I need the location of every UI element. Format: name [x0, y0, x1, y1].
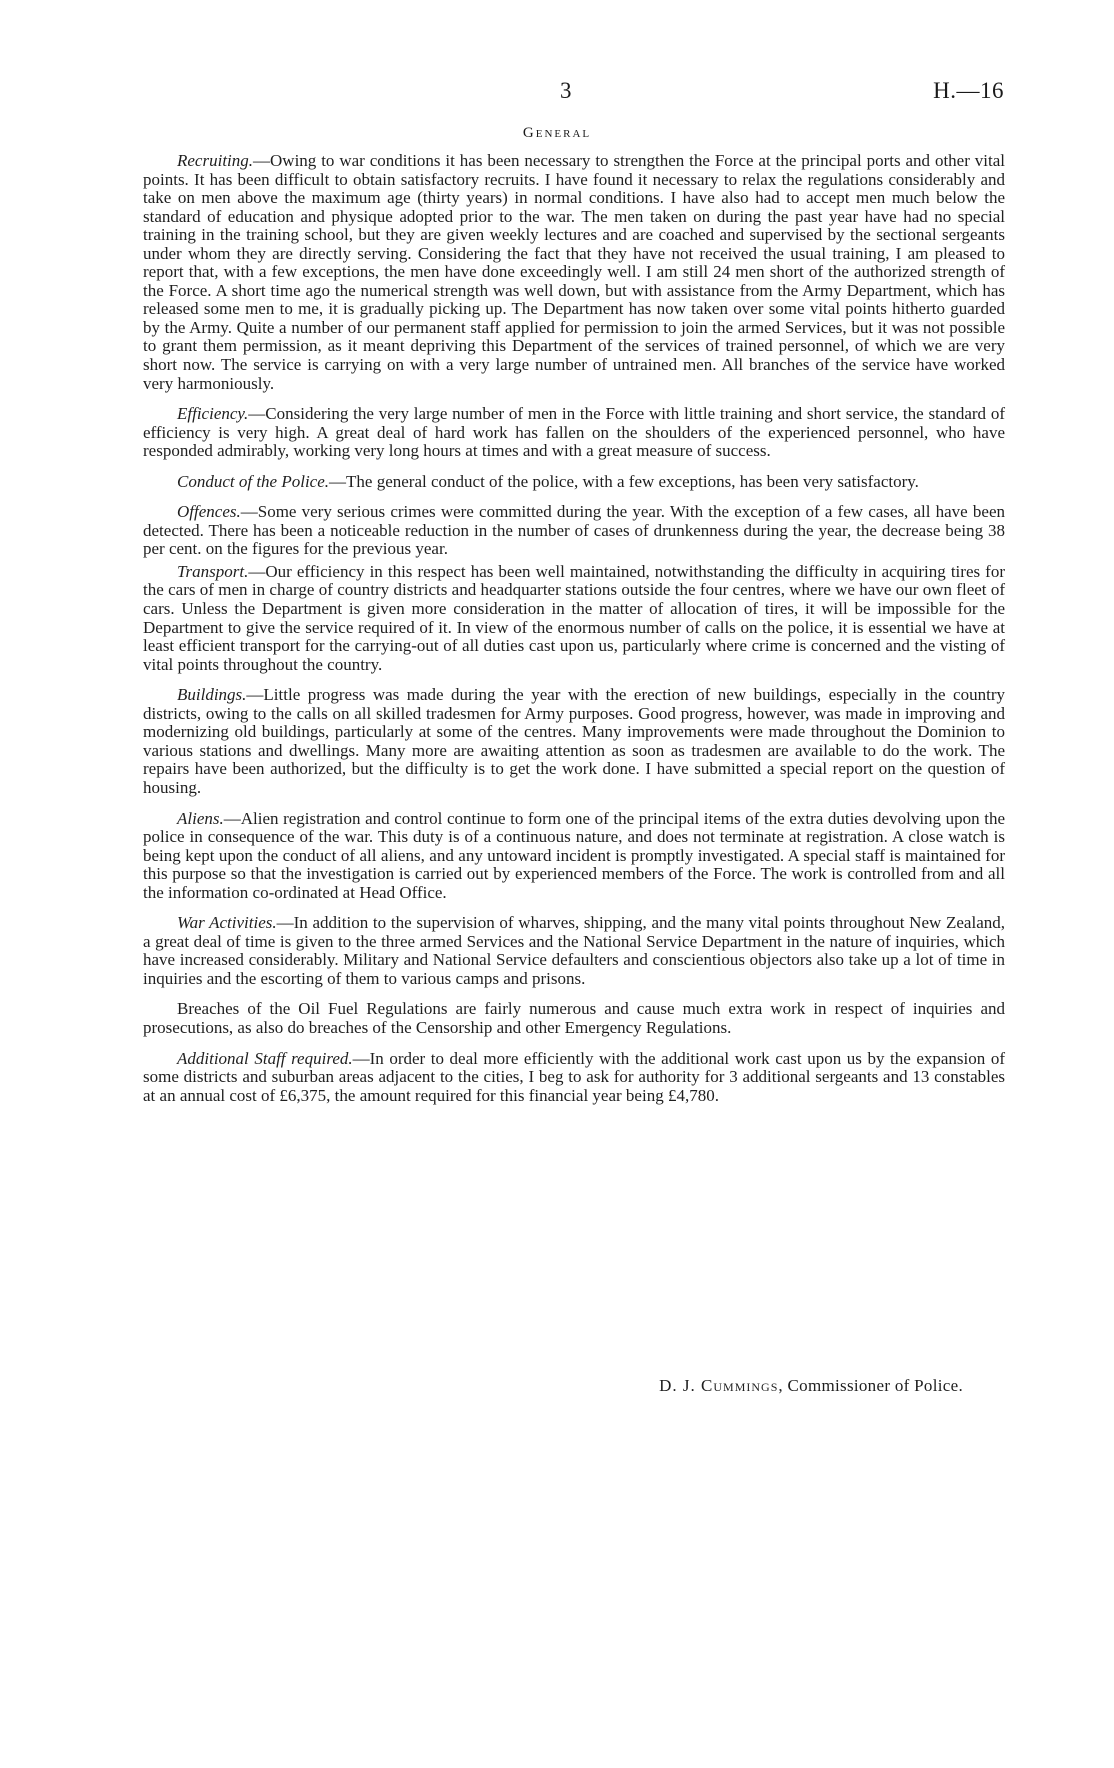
paragraph-text: —The general conduct of the police, with a few exceptions, has been very satisfactory. — [329, 471, 919, 491]
paragraph-oil-fuel — [143, 1000, 1005, 1037]
report-body — [143, 152, 1005, 1117]
paragraph-heading: War Activities. — [177, 913, 277, 933]
signature-separator: , — [778, 1376, 788, 1395]
paragraph-buildings — [143, 686, 1005, 797]
paragraph-heading: Offences. — [177, 502, 241, 522]
paragraph-conduct — [143, 473, 1005, 492]
paragraph-aliens — [143, 810, 1005, 903]
paragraph-efficiency — [143, 405, 1005, 461]
paragraph-text: —Considering the very large number of men in the Force with little training and short service, the standard of efficiency is very high. A great deal of hard work has fallen on the shoulders of the experienced personnel, who have responded admirably, working very long hours at times and with a great measure of success. — [143, 404, 1005, 461]
paragraph-text: Breaches of the Oil Fuel Regulations are fairly numerous and cause much extra work in respect of inquiries and prosecutions, as also do breaches of the Censorship and other Emergency Regulations. — [143, 999, 1005, 1037]
paragraph-heading: Conduct of the Police. — [177, 471, 330, 491]
paragraph-text: —Some very serious crimes were committed during the year. With the exception of a few cases, all have been detected. There has been a noticeable reduction in the number of cases of drunkenness during the year, the decrease being 38 per cent. on the figures for the previous year. — [143, 502, 1005, 559]
paragraph-war-activities — [143, 914, 1005, 988]
paragraph-heading: Additional Staff required. — [177, 1048, 353, 1068]
paragraph-text: —In addition to the supervision of wharves, shipping, and the many vital points throughout New Zealand, a great deal of time is given to the three armed Services and the National Service Department in the nature of inquiries, which have increased considerably. Military and National Service defaulters and conscientious objectors also take up a lot of time in inquiries and the escorting of them to various camps and prisons. — [143, 913, 1005, 988]
paragraph-additional-staff — [143, 1050, 1005, 1106]
paragraph-heading: Buildings. — [177, 685, 247, 705]
paragraph-heading: Aliens. — [177, 808, 224, 828]
paragraph-heading: Transport. — [177, 561, 249, 581]
signatory-title: Commissioner of Police. — [787, 1376, 963, 1395]
section-heading: General — [522, 125, 592, 141]
paragraph-offences — [143, 503, 1005, 559]
paragraph-text: —Owing to war conditions it has been necessary to strengthen the Force at the principal ports and other vital points. It has been difficult to obtain satisfactory recruits. I have found it necessary to relax the regulations considerably and take on men above the maximum age (thirty years) in normal conditions. I have also had to accept men much below the standard of education and physique adopted prior to the war. The men taken on during the past year have had no special training in the training school, but they are given weekly lectures and are coached and supervised by the sectional sergeants under whom they are directly serving. Considering the fact that they have not received the usual training, I am pleased to report that, with a few exceptions, the men have done exceedingly well. I am still 24 men short of the authorized strength of the Force. A short time ago the numerical strength was well down, but with assistance from the Army Department, which has released some men to me, it is gradually picking up. The Department has now taken over some vital points hitherto guarded by the Army. Quite a number of our permanent staff applied for permission to join the armed Services, but it was not possible to grant them permission, as it meant depriving this Department of the services of trained personnel, of which we are very short now. The service is carrying on with a very large number of untrained men. All branches of the service have worked very harmoniously. — [143, 151, 1005, 393]
paragraph-text: —Our efficiency in this respect has been well maintained, notwithstanding the difficulty in acquiring tires for the cars of men in charge of country districts and headquarter stations outside the four centres, where we have our own fleet of cars. Unless the Department is given more consideration in the matter of allocation of tires, it will be impossible for the Department to give the service required of it. In view of the enormous number of calls on the police, it is essential we have at least efficient transport for the carrying-out of all duties cast upon us, particularly where crime is concerned and the visting of vital points throughout the country. — [143, 561, 1005, 674]
paragraph-heading: Recruiting. — [177, 151, 254, 170]
paragraph-text: —In order to deal more efficiently with the additional work cast upon us by the expansion of some districts and suburban areas adjacent to the cities, I beg to ask for authority for 3 additional sergeants and 13 constables at an annual cost of £6,375, the amount required for this financial year being £4,780. — [143, 1048, 1005, 1105]
paragraph-recruiting — [143, 152, 1005, 393]
signature-block — [659, 1376, 963, 1396]
document-code: H.—16 — [933, 78, 1004, 103]
paragraph-text: —Alien registration and control continue to form one of the principal items of the extra duties devolving upon the police in consequence of the war. This duty is of a continuous nature, and does not terminate at registration. A close watch is being kept upon the conduct of all aliens, and any untoward incident is promptly investigated. A special staff is maintained for this purpose so that the investigation is carried out by experienced members of the Force. The work is controlled from and all the information co-ordinated at Head Office. — [143, 808, 1005, 902]
paragraph-transport — [143, 563, 1005, 674]
paragraph-text: —Little progress was made during the year with the erection of new buildings, especially in the country districts, owing to the calls on all skilled tradesmen for Army purposes. Good progress, however, was made in improving and modernizing old buildings, particularly at some of the centres. Many improvements were made throughout the Dominion to various stations and dwellings. Many more are awaiting attention as soon as tradesmen are available to do the work. The repairs have been authorized, but the difficulty is to get the work done. I have submitted a special report on the question of housing. — [143, 685, 1005, 797]
signatory-name: D. J. Cummings — [659, 1376, 779, 1395]
paragraph-heading: Efficiency. — [177, 404, 249, 424]
page-number: 3 — [560, 78, 572, 103]
